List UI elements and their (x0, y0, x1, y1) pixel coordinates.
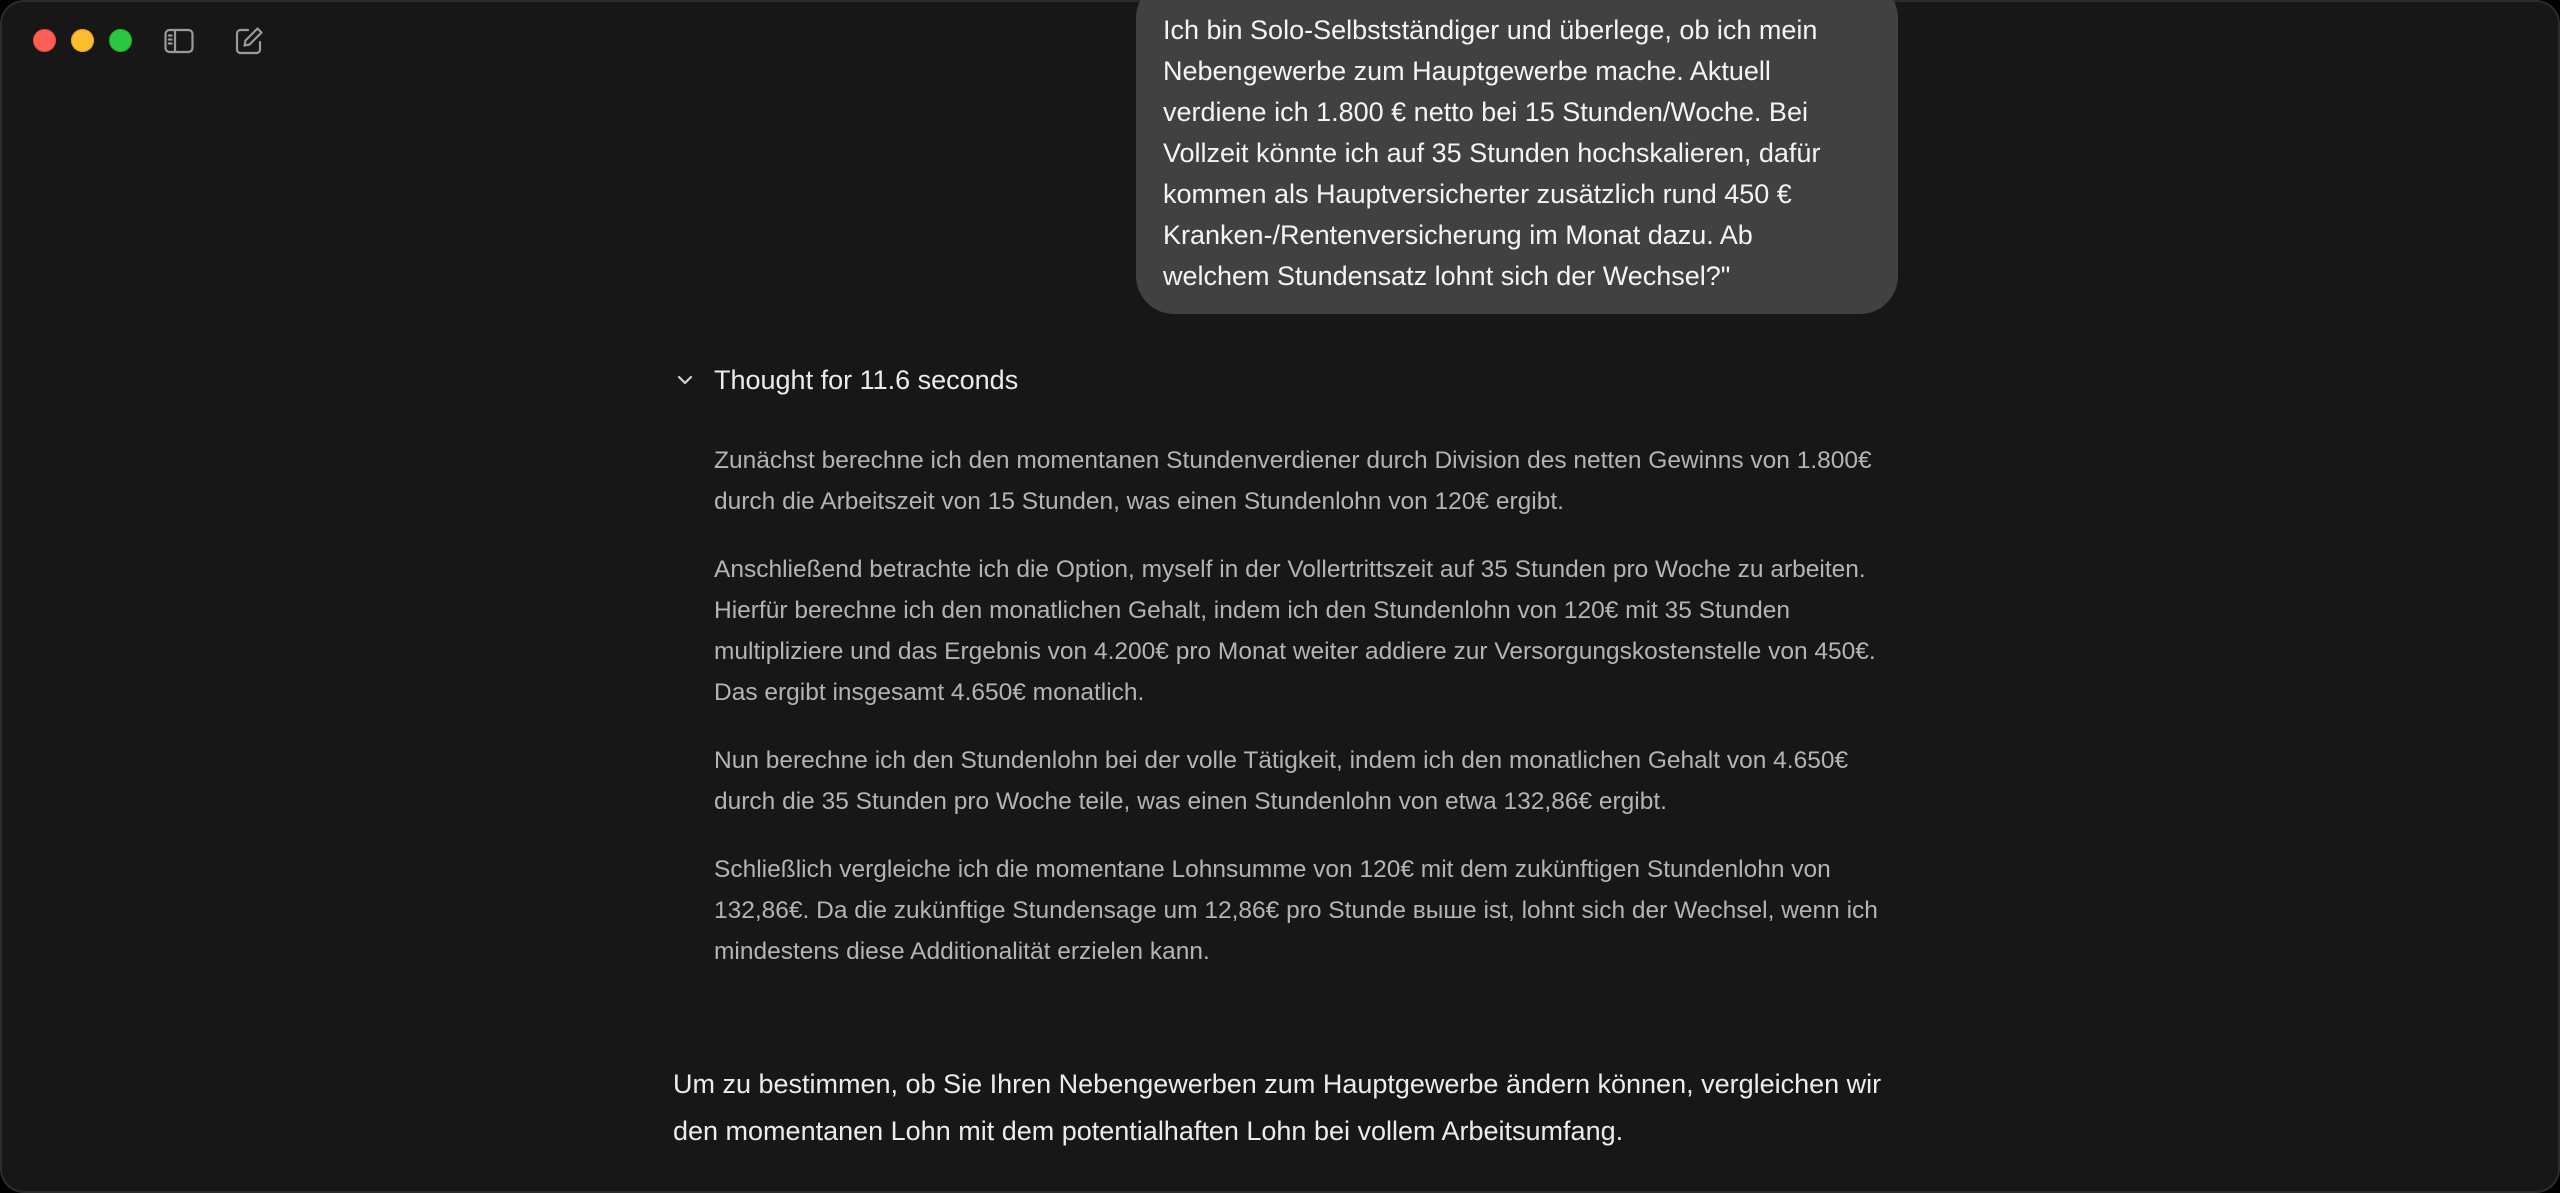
minimize-window-button[interactable] (71, 29, 94, 52)
user-message-text: Ich bin Solo-Selbstständiger und überlege, ob ich mein Nebengewerbe zum Hauptgewerbe mache. Aktuell verdiene ich 1.800 € netto bei 15 Stunden/Woche. Bei Vollzeit könnte ich auf 35 Stunden hochskalieren, dafür kommen als Hauptversicherter zusätzlich rund 450 € Kranken-/Rentenversicherung im Monat dazu. Ab welchem Stundensatz lohnt sich der Wechsel?" (1163, 15, 1821, 291)
title-bar (0, 0, 400, 82)
thought-paragraph: Anschließend betrachte ich die Option, myself in der Vollertrittszeit auf 35 Stunden pro Woche zu arbeiten. Hierfür berechne ich den monatlichen Gehalt, indem ich den Stundenlohn von 120€ mit 35 Stunden multipliziere und das Ergebnis von 4.200€ pro Monat weiter addiere zur Versorgungskostenstelle von 450€. Das ergibt insgesamt 4.650€ monatlich. (714, 556, 1876, 706)
chevron-down-icon (672, 367, 698, 393)
thought-paragraph: Zunächst berechne ich den momentanen Stundenverdiener durch Division des netten Gewinns von 1.800€ durch die Arbeitszeit von 15 Stunden, was einen Stundenlohn von 120€ ergibt. (714, 447, 1872, 515)
new-chat-icon[interactable] (232, 24, 266, 58)
thought-content (714, 440, 1904, 999)
thought-paragraph: Schließlich vergleiche ich die momentane Lohnsumme von 120€ mit dem zukünftigen Stundenlohn von 132,86€. Da die zukünftige Stundensage um 12,86€ pro Stunde выше ist, lohnt sich der Wechsel, wenn ich mindestens diese Additionalität erzielen kann. (714, 856, 1878, 965)
thought-toggle[interactable] (672, 358, 1018, 402)
user-message-bubble (1136, 0, 1898, 314)
thought-duration-label: Thought for 11.6 seconds (714, 364, 1019, 395)
close-window-button[interactable] (33, 29, 56, 52)
answer-paragraph: Um zu bestimmen, ob Sie Ihren Nebengewerben zum Hauptgewerbe ändern können, vergleichen wir den momentanen Lohn mit dem potentialhaften Lohn bei vollem Arbeitsumfang. (673, 1069, 1882, 1146)
sidebar-toggle-icon[interactable] (162, 24, 196, 58)
thought-paragraph: Nun berechne ich den Stundenlohn bei der volle Tätigkeit, indem ich den monatlichen Gehalt von 4.650€ durch die 35 Stunden pro Woche teile, was einen Stundenlohn von etwa 132,86€ ergibt. (714, 747, 1849, 815)
zoom-window-button[interactable] (109, 29, 132, 52)
assistant-answer (673, 1061, 1893, 1155)
